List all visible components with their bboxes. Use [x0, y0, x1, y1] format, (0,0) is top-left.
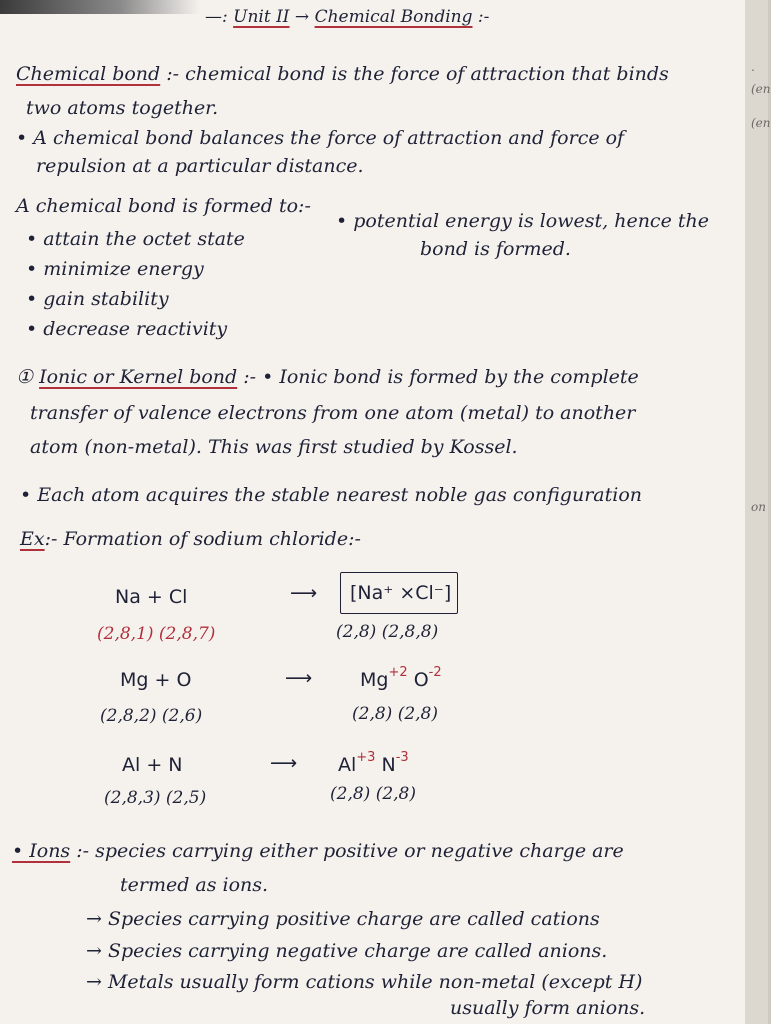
topic-label: Chemical Bonding [314, 7, 473, 27]
reaction-product: $Mg^{+2}$ $O^{-2}$ [360, 665, 442, 691]
ions-item: → Species carrying negative charge are called anions. [86, 940, 608, 962]
ionic-line-1: ① Ionic or Kernel bond :- • Ionic bond is formed by the complete [16, 366, 639, 388]
ionic-title: Ionic or Kernel bond [39, 366, 238, 388]
energy-note-2: bond is formed. [420, 238, 571, 260]
margin-text: on [751, 500, 766, 514]
page-heading: —: Unit II → Chemical Bonding :- [205, 7, 490, 27]
right-config: (2,8) (2,8) [330, 784, 417, 804]
reaction-left: Na + Cl [115, 586, 188, 608]
balance-line-1: • A chemical bond balances the force of attraction and force of [16, 127, 625, 149]
definition-line-1: Chemical bond :- chemical bond is the force of attraction that binds [16, 63, 669, 85]
left-config: (2,8,1) (2,8,7) [97, 624, 216, 644]
unit-label: Unit II [233, 7, 290, 27]
formed-item: • attain the octet state [26, 228, 245, 250]
energy-note-1: • potential energy is lowest, hence the [336, 210, 709, 232]
ions-line-1: • Ions :- species carrying either positive or negative charge are [12, 840, 624, 862]
reaction-arrow: ⟶ [285, 667, 313, 689]
margin-text: (en [751, 82, 771, 96]
ions-title: • Ions [12, 840, 71, 862]
example-label: Ex [20, 528, 45, 550]
formed-item: • gain stability [26, 288, 169, 310]
page-shadow [0, 0, 200, 14]
left-config: (2,8,3) (2,5) [104, 788, 207, 808]
balance-line-2: repulsion at a particular distance. [36, 155, 364, 177]
ions-item: → Metals usually form cations while non-metal (except H) [86, 971, 643, 993]
reaction-arrow: ⟶ [270, 752, 298, 774]
definition-term: Chemical bond [16, 63, 161, 85]
reaction-product: $Al^{+3}$ $N^{-3}$ [338, 750, 409, 776]
formed-item: • decrease reactivity [26, 318, 228, 340]
noble-gas-bullet: • Each atom acquires the stable nearest noble gas configuration [20, 484, 642, 506]
right-config: (2,8) (2,8) [352, 704, 439, 724]
ions-last-line: usually form anions. [450, 997, 646, 1019]
ionic-line-2: transfer of valence electrons from one atom (metal) to another [30, 402, 636, 424]
definition-line-2: two atoms together. [26, 97, 219, 119]
right-config: (2,8) (2,8,8) [336, 622, 439, 642]
reaction-left: Al + N [122, 754, 183, 776]
example-heading: Ex:- Formation of sodium chloride:- [20, 528, 361, 550]
section-number: ① [16, 366, 34, 388]
ions-item: → Species carrying positive charge are called cations [86, 908, 600, 930]
formed-item: • minimize energy [26, 258, 204, 280]
left-config: (2,8,2) (2,6) [100, 706, 203, 726]
margin-text: (en [751, 116, 771, 130]
reaction-arrow: ⟶ [290, 582, 318, 604]
ions-line-2: termed as ions. [120, 874, 269, 896]
ionic-line-3: atom (non-metal). This was first studied by Kossel. [30, 436, 518, 458]
reaction-left: Mg + O [120, 669, 192, 691]
formed-title: A chemical bond is formed to:- [16, 195, 311, 217]
reaction-right: [Na⁺ ×Cl⁻] [350, 582, 452, 604]
margin-text: . [751, 60, 755, 74]
